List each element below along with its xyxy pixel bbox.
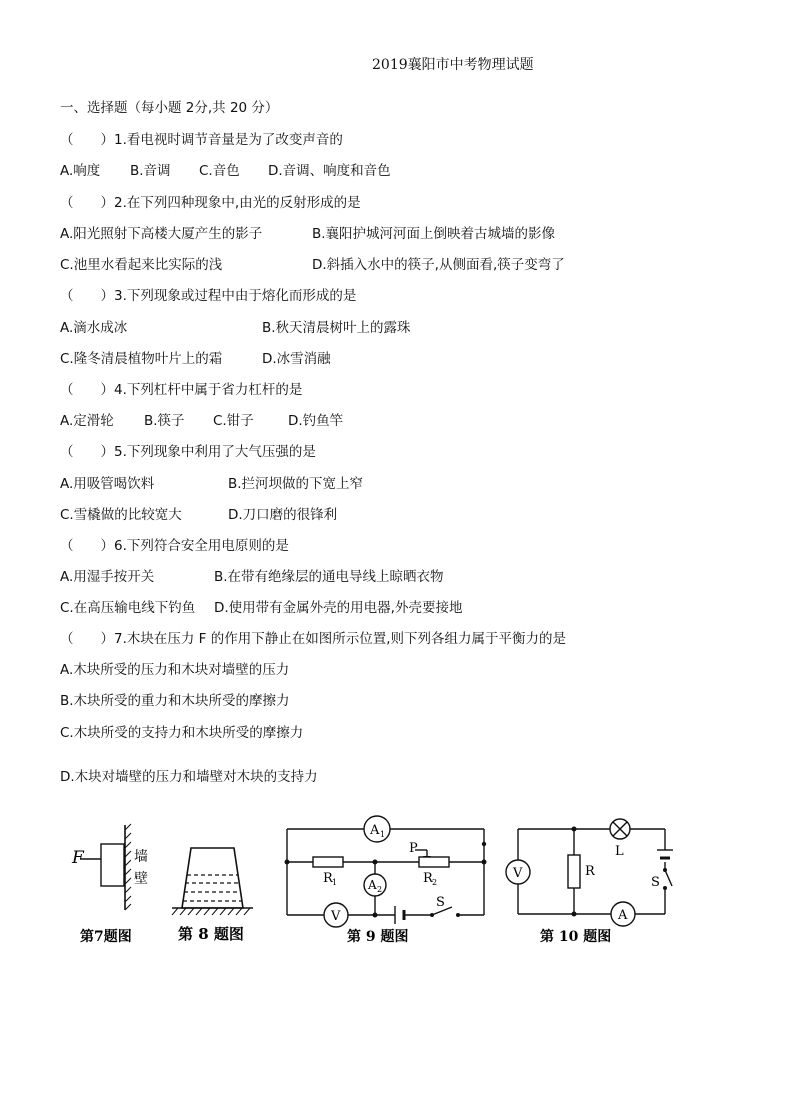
q1-option-d: D.音调、响度和音色 <box>268 163 391 179</box>
fig10-ammeter <box>611 902 635 926</box>
fig10-resistor <box>568 855 596 888</box>
fig10-voltmeter <box>506 860 530 884</box>
q4-option-c: C.钳子 <box>213 413 254 429</box>
fig10-switch-label: S <box>651 875 660 890</box>
q7-option-d: D.木块对墙壁的压力和墙壁对木块的支持力 <box>60 769 318 785</box>
q1-option-c: C.音色 <box>199 163 240 179</box>
fig8-caption: 第 8 题图 <box>178 925 244 943</box>
fig9-switch-label: S <box>436 895 445 910</box>
fig9-ammeter-a1 <box>364 816 390 842</box>
q1-option-a: A.响度 <box>60 163 101 179</box>
fig9-voltmeter <box>324 903 348 927</box>
fig10-circuit <box>518 829 672 914</box>
q2-option-b: B.襄阳护城河河面上倒映着古城墙的影像 <box>312 226 556 242</box>
svg-text:A: A <box>370 823 380 838</box>
question-6-stem: （ ）6.下列符合安全用电原则的是 <box>60 538 289 554</box>
q2-option-c: C.池里水看起来比实际的浅 <box>60 257 223 273</box>
svg-text:L: L <box>615 844 624 859</box>
question-7-stem: （ ）7.木块在压力 F 的作用下静止在如图所示位置,则下列各组力属于平衡力的是 <box>60 631 567 647</box>
svg-text:R: R <box>323 871 333 886</box>
fig7-force-label: F <box>72 848 84 868</box>
q5-option-d: D.刀口磨的很锋利 <box>228 507 338 523</box>
fig9-caption: 第 9 题图 <box>347 929 409 945</box>
fig8-diagram <box>172 848 253 943</box>
q4-option-a: A.定滑轮 <box>60 413 114 429</box>
question-4-stem: （ ）4.下列杠杆中属于省力杠杆的是 <box>60 382 303 398</box>
q6-option-b: B.在带有绝缘层的通电导线上晾晒衣物 <box>214 569 444 585</box>
question-2-stem: （ ）2.在下列四种现象中,由光的反射形成的是 <box>60 195 361 211</box>
fig9-ammeter-a2 <box>364 874 386 896</box>
q7-option-a: A.木块所受的压力和木块对墙壁的压力 <box>60 662 290 678</box>
q3-option-b: B.秋天清晨树叶上的露珠 <box>262 320 411 336</box>
fig10-battery <box>657 850 673 858</box>
question-1-stem: （ ）1.看电视时调节音量是为了改变声音的 <box>60 132 343 148</box>
q7-option-c: C.木块所受的支持力和木块所受的摩擦力 <box>60 725 304 741</box>
svg-text:A: A <box>618 908 628 923</box>
q2-option-a: A.阳光照射下高楼大厦产生的影子 <box>60 226 263 242</box>
fig10-caption: 第 10 题图 <box>540 929 612 945</box>
svg-text:1: 1 <box>380 830 386 839</box>
fig9-rheostat-r2 <box>409 841 449 887</box>
q3-option-a: A.滴水成冰 <box>60 320 128 336</box>
fig7-diagram <box>71 824 148 945</box>
svg-text:2: 2 <box>377 885 383 894</box>
page-title: 2019襄阳市中考物理试题 <box>372 57 534 73</box>
svg-text:R: R <box>585 864 595 879</box>
q5-option-a: A.用吸管喝饮料 <box>60 476 155 492</box>
svg-text:1: 1 <box>332 878 338 887</box>
fig9-resistor-r1 <box>313 857 343 887</box>
q4-option-d: D.钓鱼竿 <box>288 413 344 429</box>
question-3-stem: （ ）3.下列现象或过程中由于熔化而形成的是 <box>60 288 357 304</box>
q7-option-b: B.木块所受的重力和木块所受的摩擦力 <box>60 693 290 709</box>
svg-text:V: V <box>513 866 523 881</box>
q2-option-d: D.斜插入水中的筷子,从侧面看,筷子变弯了 <box>312 257 565 273</box>
q5-option-b: B.拦河坝做的下宽上窄 <box>228 476 364 492</box>
fig9-slider-label: P <box>409 841 418 856</box>
fig10-lamp <box>610 819 630 859</box>
q3-option-c: C.隆冬清晨植物叶片上的霜 <box>60 351 223 367</box>
fig9-circuit <box>287 829 484 915</box>
q5-option-c: C.雪橇做的比较宽大 <box>60 507 182 523</box>
fig7-wall-label-1: 墙 <box>134 849 148 865</box>
q3-option-d: D.冰雪消融 <box>262 351 331 367</box>
fig7-caption: 第7题图 <box>80 929 132 945</box>
fig9-battery <box>395 906 404 924</box>
svg-text:V: V <box>331 909 341 924</box>
q4-option-b: B.筷子 <box>144 413 185 429</box>
q1-option-b: B.音调 <box>130 163 171 179</box>
q6-option-c: C.在高压输电线下钓鱼 <box>60 600 196 616</box>
q6-option-d: D.使用带有金属外壳的用电器,外壳要接地 <box>214 600 463 616</box>
fig7-wood-block <box>101 844 124 886</box>
svg-text:A: A <box>368 878 377 892</box>
svg-text:2: 2 <box>432 878 438 887</box>
section-heading: 一、选择题（每小题 2分,共 20 分） <box>60 100 279 116</box>
svg-text:R: R <box>423 871 433 886</box>
question-5-stem: （ ）5.下列现象中利用了大气压强的是 <box>60 444 316 460</box>
q6-option-a: A.用湿手按开关 <box>60 569 155 585</box>
fig7-wall-label-2: 壁 <box>134 871 148 887</box>
figures-strip <box>0 800 790 960</box>
